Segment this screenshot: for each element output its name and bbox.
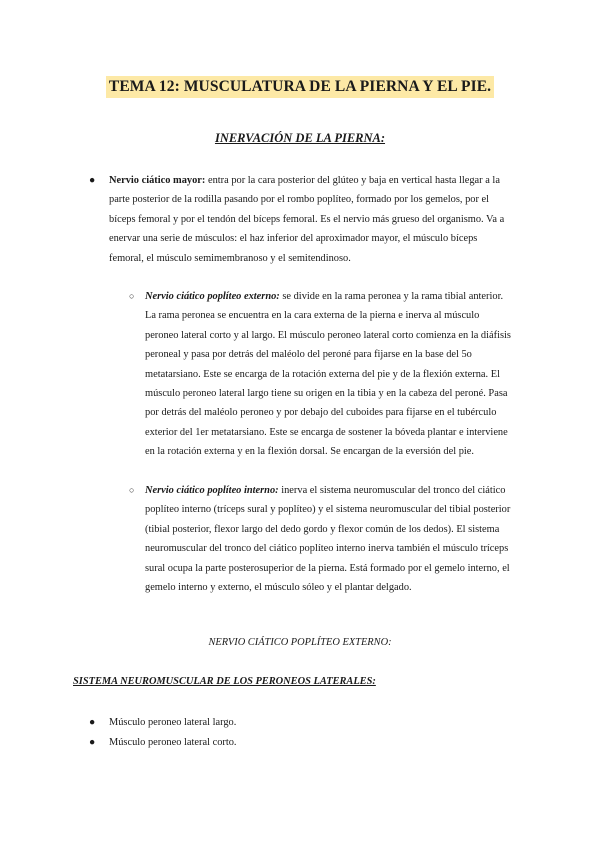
title-wrapper [0, 76, 600, 98]
sub-bullet-text: se divide en la rama peronea y la rama tibial anterior. La rama peronea se encuentra en la cara externa de la pierna e inerva al músculo peroneo lateral corto y al largo. El músculo peroneo lateral corto comienza en la diáfisis peroneal y pasa por detrás del maléolo del peroné para fijarse en la base del 5o metatarsiano. Este se encarga de la rotación externa del pie y de la flexión externa. El músculo peroneo lateral largo tiene su origen en la tibia y en la cabeza del peroné. Pasa por detrás del maléolo peroneo y por debajo del cuboides para fijarse en el tubérculo exterior del 1er metatarsiano. Este se encarga de sostener la bóveda plantar e interviene en la rotación externa y en la flexión dorsal. Se encargan de la eversión del pie. [145, 291, 511, 458]
list-item [89, 733, 237, 752]
sub-bullet-popliteo-interno [129, 481, 515, 597]
bullet-nervio-ciatico-mayor [89, 171, 509, 268]
section-title: INERVACIÓN DE LA PIERNA: [214, 131, 386, 145]
sub-bullet-text: inerva el sistema neuromuscular del tronco del ciático poplíteo interno (tríceps sural y poplíteo) y el sistema neuromuscular del tibial posterior (tibial posterior, flexor largo del dedo gordo y flexor común de los dedos). El sistema neuromuscular del tronco del ciático poplíteo interno inerva también el músculo tríceps sural ocupa la parte posterosuperior de la pierna. Está formado por el gemelo interno, el gemelo interno y externo, el músculo sóleo y el plantar delgado. [145, 485, 511, 594]
list-item-text: Músculo peroneo lateral largo. [109, 717, 237, 728]
sub-bullet-marker: ○ [129, 485, 135, 495]
list-marker: ● [89, 717, 96, 728]
list-item [89, 713, 237, 732]
sub-bullet-popliteo-externo [129, 287, 515, 462]
bullet-marker: ● [89, 175, 96, 186]
list-marker: ● [89, 737, 96, 748]
list-item-text: Músculo peroneo lateral corto. [109, 737, 237, 748]
sub-heading: NERVIO CIÁTICO POPLÍTEO EXTERNO: [208, 637, 392, 648]
bullet-text: entra por la cara posterior del glúteo y baja en vertical hasta llegar a la parte posterior de la rodilla pasando por el rombo poplíteo, formado por los gemelos, por el bíceps femoral y por el tendón del bíceps femoral. Es el nervio más grueso del organismo. Va a enervar una serie de músculos: el haz inferior del aproximador mayor, el músculo bíceps femoral, el músculo semimembranoso y el semitendinoso. [109, 175, 505, 264]
sub-heading-underlined: SISTEMA NEUROMUSCULAR DE LOS PERONEOS LATERALES: [73, 676, 376, 687]
page-title: TEMA 12: MUSCULATURA DE LA PIERNA Y EL PIE. [106, 76, 494, 98]
sub-bullet-marker: ○ [129, 291, 135, 301]
bullet-term: Nervio ciático mayor: [109, 175, 206, 186]
sub-bullet-term: Nervio ciático poplíteo externo: [145, 291, 280, 302]
sub-bullet-term: Nervio ciático poplíteo interno: [145, 485, 279, 496]
